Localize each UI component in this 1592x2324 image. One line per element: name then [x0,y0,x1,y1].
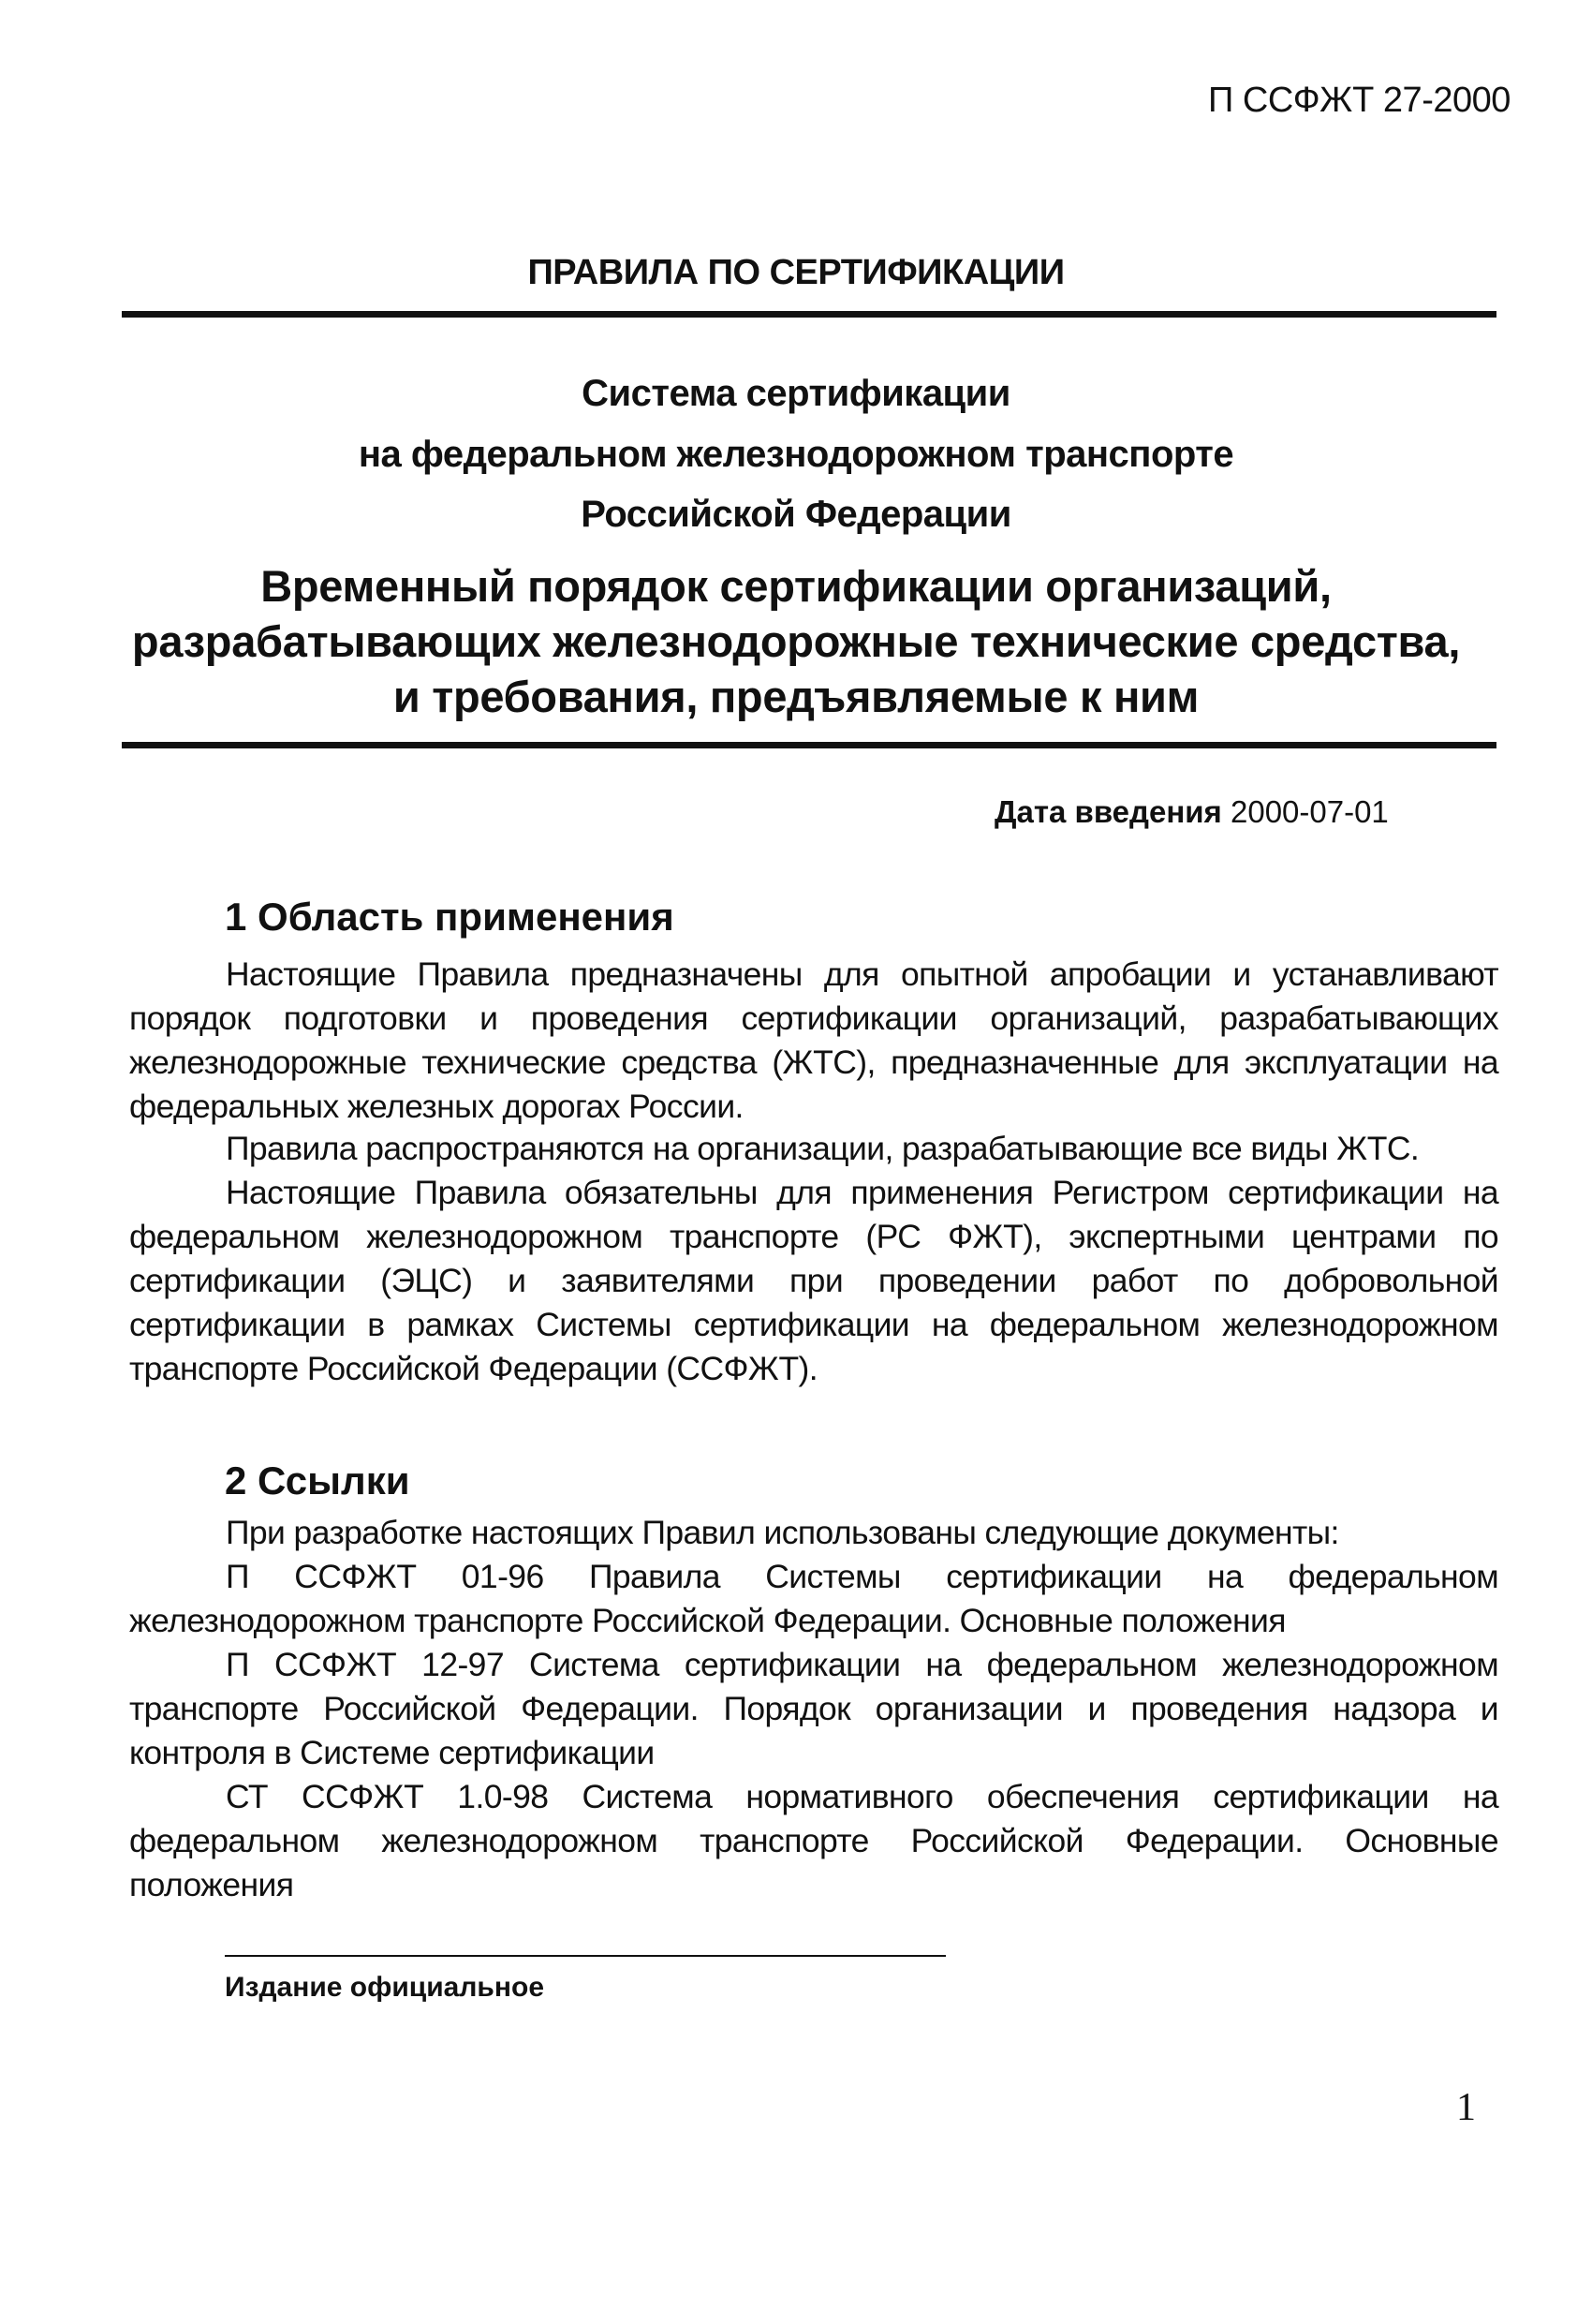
document-title-line: Временный порядок сертификации организаций, [260,561,1332,611]
paragraph: Настоящие Правила предназначены для опытной апробации и устанавливают порядок подготовки и проведения сертификации организаций, разрабатывающих железнодорожные технические средства (ЖТС), предназначенные для эксплуатации на федеральных железных дорогах России. [129,955,1498,1125]
reference-item: П ССФЖТ 01-96 Правила Системы сертификации на федеральном железнодорожном транспорте Российской Федерации. Основные положения [129,1558,1498,1639]
title-bottom-rule [122,742,1496,748]
introduction-date [995,794,1389,830]
paragraph: При разработке настоящих Правил использованы следующие документы: [226,1514,1339,1551]
document-title-line: и требования, предъявляемые к ним [392,672,1200,721]
introduction-date-value: 2000-07-01 [1230,794,1389,829]
official-edition-note: Издание официальное [225,1972,545,2003]
document-kind-title: ПРАВИЛА ПО СЕРТИФИКАЦИИ [527,253,1065,292]
paragraph: Настоящие Правила обязательны для применения Регистром сертификации на федеральном железнодорожном транспорте (РС ФЖТ), экспертными центрами по сертификации (ЭЦС) и заявителями при проведении работ по добровольной сертификации в рамках Системы сертификации на федеральном железнодорожном транспорте Российской Федерации (ССФЖТ). [129,1174,1498,1387]
section-heading-references: 2 Ссылки [225,1458,410,1502]
paragraph: Правила распространяются на организации, разрабатывающие все виды ЖТС. [226,1130,1420,1167]
title-top-rule [122,311,1496,318]
system-name-line: Система сертификации [582,373,1010,414]
page-number: 1 [1456,2086,1476,2129]
introduction-date-label: Дата введения [995,794,1222,829]
section-heading-scope: 1 Область применения [225,895,674,939]
document-code: П ССФЖТ 27-2000 [1208,81,1511,120]
system-name-line: Российской Федерации [581,494,1011,535]
document-title-line: разрабатывающих железнодорожные технические средства, [131,616,1461,666]
reference-item: П ССФЖТ 12-97 Система сертификации на федеральном железнодорожном транспорте Российской Федерации. Порядок организации и проведения надзора и контроля в Системе сертификации [129,1646,1498,1771]
reference-item: СТ ССФЖТ 1.0-98 Система нормативного обеспечения сертификации на федеральном железнодорожном транспорте Российской Федерации. Основные положения [129,1778,1498,1903]
footnote-separator [225,1955,946,1957]
system-name-line: на федеральном железнодорожном транспорте [358,434,1234,475]
